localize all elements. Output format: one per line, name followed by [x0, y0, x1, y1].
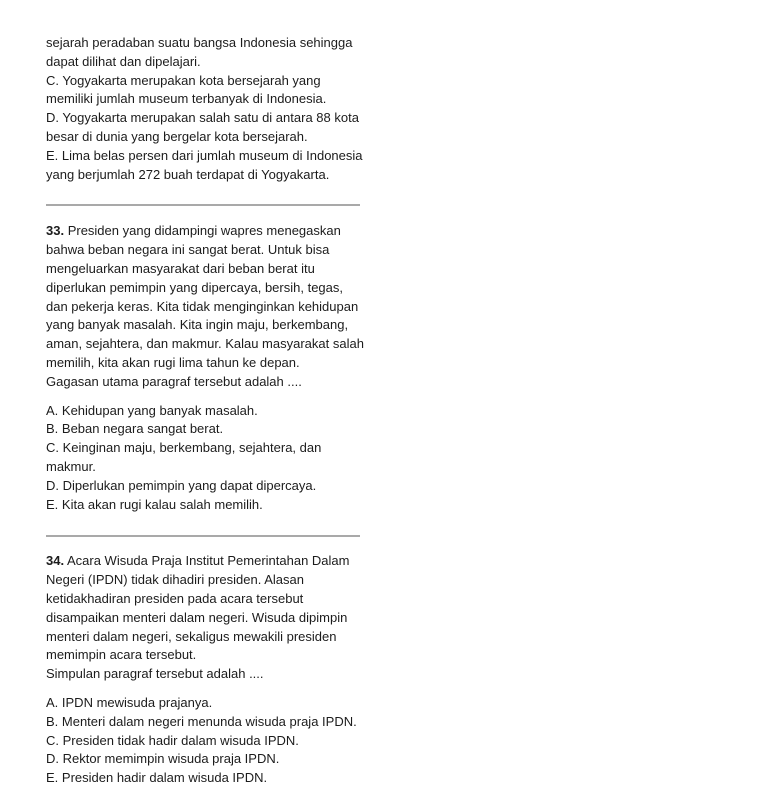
option-b: B. Menteri dalam negeri menunda wisuda praja IPDN. — [46, 713, 357, 729]
prev-question-tail — [46, 34, 364, 184]
option-c: C. Keinginan maju, berkembang, sejahtera, dan — [46, 440, 322, 456]
text-line: memimpin acara tersebut. — [46, 647, 197, 663]
question-prompt: Gagasan utama paragraf tersebut adalah .... — [46, 373, 302, 389]
question-34 — [46, 552, 364, 788]
option-d: D. Yogyakarta merupakan salah satu di antara 88 kota — [46, 110, 359, 126]
question-number: 34. — [46, 553, 65, 569]
text-line: menteri dalam negeri, sekaligus mewakili presiden — [46, 628, 337, 644]
text-line: disampaikan menteri dalam negeri. Wisuda dipimpin — [46, 609, 348, 625]
text-line: dan pekerja keras. Kita tidak menginginkan kehidupan — [46, 298, 359, 314]
text-line: mengeluarkan masyarakat dari beban berat itu — [46, 260, 315, 276]
question-33 — [46, 222, 364, 514]
text-line: dapat dilihat dan dipelajari. — [46, 53, 201, 69]
option-b: B. Beban negara sangat berat. — [46, 421, 224, 437]
question-number: 33. — [46, 223, 65, 239]
text-line: diperlukan pemimpin yang dipercaya, bersih, tegas, — [46, 279, 344, 295]
option-c: C. Presiden tidak hadir dalam wisuda IPDN. — [46, 732, 299, 748]
document-column — [46, 34, 364, 788]
question-text: Presiden yang didampingi wapres menegaskan — [64, 223, 341, 239]
text-line: besar di dunia yang bergelar kota bersejarah. — [46, 128, 308, 144]
option-d: D. Diperlukan pemimpin yang dapat dipercaya. — [46, 477, 317, 493]
option-c-continued: makmur. — [46, 458, 96, 474]
text-line: memiliki jumlah museum terbanyak di Indonesia. — [46, 91, 327, 107]
text-line: yang banyak masalah. Kita ingin maju, berkembang, — [46, 317, 349, 333]
text-line: memilih, kita akan rugi lima tahun ke depan. — [46, 354, 300, 370]
question-stem-first-line — [46, 222, 364, 241]
text-line: sejarah peradaban suatu bangsa Indonesia sehingga — [46, 35, 353, 50]
question-text: Acara Wisuda Praja Institut Pemerintahan Dalam — [64, 553, 350, 569]
text-line: yang berjumlah 272 buah terdapat di Yogyakarta. — [46, 166, 330, 182]
text-line: bahwa beban negara ini sangat berat. Untuk bisa — [46, 242, 330, 258]
option-a: A. IPDN mewisuda prajanya. — [46, 694, 213, 710]
option-d: D. Rektor memimpin wisuda praja IPDN. — [46, 751, 280, 767]
question-stem-first-line — [46, 552, 364, 571]
option-a: A. Kehidupan yang banyak masalah. — [46, 402, 258, 418]
option-e: E. Lima belas persen dari jumlah museum di Indonesia — [46, 147, 363, 163]
option-c: C. Yogyakarta merupakan kota bersejarah yang — [46, 72, 321, 88]
text-line: aman, sejahtera, dan makmur. Kalau masyarakat salah — [46, 336, 364, 352]
option-e: E. Kita akan rugi kalau salah memilih. — [46, 496, 263, 512]
text-line: Negeri (IPDN) tidak dihadiri presiden. Alasan — [46, 572, 304, 588]
option-e: E. Presiden hadir dalam wisuda IPDN. — [46, 770, 268, 786]
text-line: ketidakhadiran presiden pada acara tersebut — [46, 590, 304, 606]
question-prompt: Simpulan paragraf tersebut adalah .... — [46, 666, 264, 682]
